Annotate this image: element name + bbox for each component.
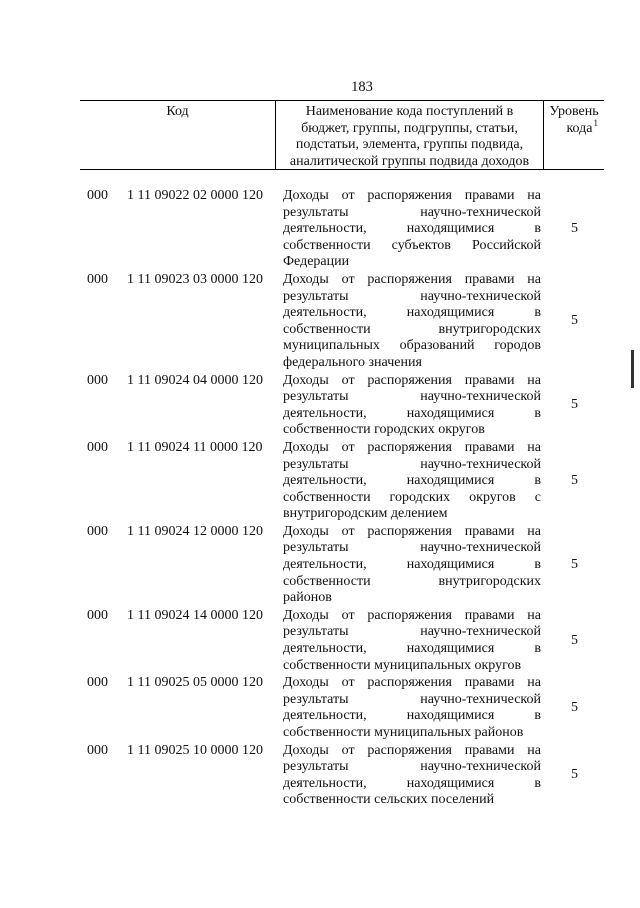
admin-code-cell: 000 xyxy=(87,372,108,388)
revenue-name-line: собственности муниципальных районов xyxy=(283,725,524,740)
revenue-name-line: деятельности, находящимися в xyxy=(283,557,541,573)
revenue-name-line: собственности муниципальных округов xyxy=(283,657,522,673)
level-cell: 5 xyxy=(571,632,578,648)
level-cell: 5 xyxy=(571,700,578,716)
header-revenue-name xyxy=(275,101,543,169)
admin-code-cell: 000 xyxy=(87,675,108,691)
revenue-name-line: результаты научно-технической xyxy=(283,288,541,304)
revenue-name-line: собственности городских округов xyxy=(283,422,485,438)
revenue-name-line: результаты научно-технической xyxy=(283,691,541,707)
level-cell: 5 xyxy=(571,397,578,413)
revenue-name-line: собственности внутригородских xyxy=(283,573,541,589)
level-cell: 5 xyxy=(571,767,578,783)
revenue-name-line: результаты научно-технической xyxy=(283,624,541,640)
admin-code-cell: 000 xyxy=(87,523,108,539)
revenue-name-line: Федерации xyxy=(283,254,350,270)
table-row xyxy=(80,373,604,439)
header-level-line: Уровень xyxy=(549,104,599,119)
revenue-name-line: внутригородским делением xyxy=(283,506,448,522)
level-cell: 5 xyxy=(571,313,578,329)
table-row xyxy=(80,675,604,741)
revenue-name-line: собственности субъектов Российской xyxy=(283,237,541,253)
admin-code-cell: 000 xyxy=(87,188,108,203)
table-row xyxy=(80,743,604,809)
revenue-name-cell xyxy=(283,524,541,607)
level-cell: 5 xyxy=(571,557,578,573)
budget-code-cell: 1 11 09022 02 0000 120 xyxy=(127,188,263,203)
revenue-name-line: Доходы от распоряжения правами на xyxy=(283,607,541,623)
revenue-name-cell xyxy=(283,440,541,523)
table-header xyxy=(80,100,604,170)
revenue-name-line: муниципальных образований городов xyxy=(283,338,541,354)
table-body xyxy=(80,188,604,810)
revenue-name-line: результаты научно-технической xyxy=(283,389,541,405)
table-row xyxy=(80,272,604,372)
budget-code-cell: 1 11 09024 04 0000 120 xyxy=(127,372,263,388)
page-number: 183 xyxy=(351,79,373,95)
revenue-name-line: Доходы от распоряжения правами на xyxy=(283,271,541,287)
header-name-line: аналитической группы подвида доходов xyxy=(289,153,530,169)
revenue-name-line: Доходы от распоряжения правами на xyxy=(283,675,541,691)
revenue-name-line: деятельности, находящимися в xyxy=(283,473,541,489)
table-row xyxy=(80,524,604,607)
budget-code-cell: 1 11 09024 11 0000 120 xyxy=(127,439,263,455)
header-name-line: Наименование кода поступлений в xyxy=(305,104,514,119)
header-level-line xyxy=(544,117,604,138)
revenue-name-cell xyxy=(283,272,541,372)
revenue-name-line: собственности городских округов с xyxy=(283,489,541,505)
revenue-name-line: деятельности, находящимися в xyxy=(283,405,541,421)
revenue-name-cell xyxy=(283,608,541,674)
budget-code-cell: 1 11 09024 12 0000 120 xyxy=(127,523,263,539)
revenue-name-line: результаты научно-технической xyxy=(283,456,541,472)
revenue-name-line: Доходы от распоряжения правами на xyxy=(283,372,541,388)
revenue-name-line: результаты научно-технической xyxy=(283,540,541,556)
admin-code-cell: 000 xyxy=(87,607,108,623)
header-level-word: кода xyxy=(566,120,593,136)
revenue-name-line: результаты научно-технической xyxy=(283,759,541,775)
revenue-name-line: собственности сельских поселений xyxy=(283,792,495,808)
revenue-name-line: Доходы от распоряжения правами на xyxy=(283,439,541,455)
level-cell: 5 xyxy=(571,221,578,237)
scan-edge-mark xyxy=(631,350,634,388)
revenue-name-line: деятельности, находящимися в xyxy=(283,641,541,657)
revenue-name-line: Доходы от распоряжения правами на xyxy=(283,742,541,758)
revenue-name-line: собственности внутригородских xyxy=(283,321,541,337)
revenue-name-line: районов xyxy=(283,590,332,606)
admin-code-cell: 000 xyxy=(87,271,108,287)
header-level xyxy=(543,101,604,169)
admin-code-cell: 000 xyxy=(87,742,108,758)
budget-code-cell: 1 11 09023 03 0000 120 xyxy=(127,271,263,287)
level-cell: 5 xyxy=(571,473,578,489)
revenue-name-line: деятельности, находящимися в xyxy=(283,221,541,237)
revenue-name-cell xyxy=(283,743,541,809)
revenue-name-line: Доходы от распоряжения правами на xyxy=(283,188,541,203)
revenue-name-line: деятельности, находящимися в xyxy=(283,708,541,724)
budget-code-cell: 1 11 09025 10 0000 120 xyxy=(127,742,263,758)
revenue-name-line: результаты научно-технической xyxy=(283,204,541,220)
budget-code-cell: 1 11 09025 05 0000 120 xyxy=(127,675,263,691)
revenue-name-line: деятельности, находящимися в xyxy=(283,305,541,321)
header-code: Код xyxy=(166,104,189,119)
budget-code-cell: 1 11 09024 14 0000 120 xyxy=(127,607,263,623)
revenue-name-line: федерального значения xyxy=(283,354,422,370)
table-row xyxy=(80,608,604,674)
table-row xyxy=(80,440,604,523)
admin-code-cell: 000 xyxy=(87,439,108,455)
table-row xyxy=(80,188,604,271)
revenue-name-line: Доходы от распоряжения правами на xyxy=(283,523,541,539)
header-name-line: бюджет, группы, подгруппы, статьи, xyxy=(301,120,518,136)
revenue-name-cell xyxy=(283,188,541,271)
footnote-mark: 1 xyxy=(593,117,598,128)
revenue-name-cell xyxy=(283,675,541,741)
revenue-name-cell xyxy=(283,373,541,439)
revenue-name-line: деятельности, находящимися в xyxy=(283,775,541,791)
header-name-line: подстатьи, элемента, группы подвида, xyxy=(295,137,524,152)
